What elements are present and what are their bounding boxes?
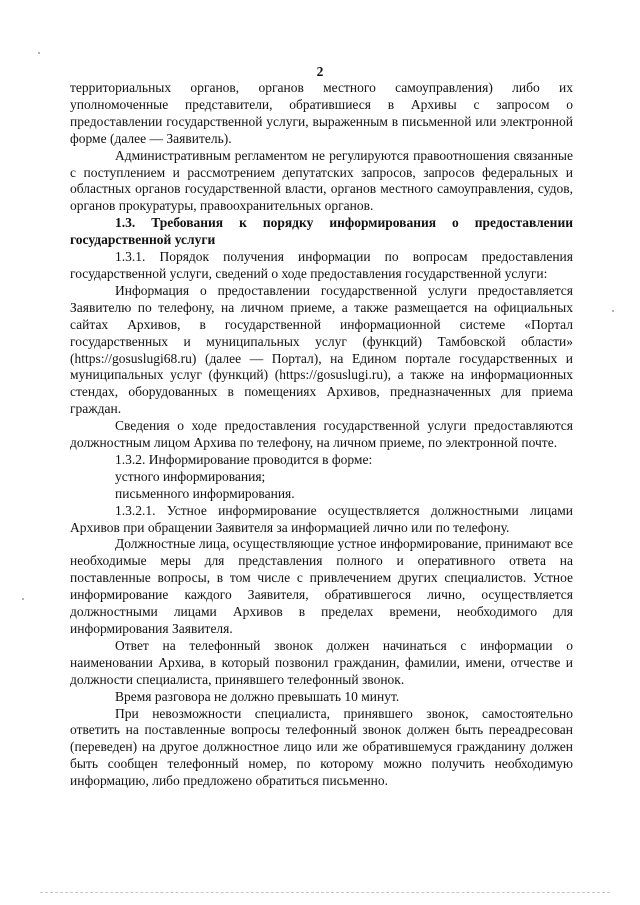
scan-speck xyxy=(38,52,40,54)
paragraph-1-3-2-1: 1.3.2.1. Устное информирование осуществляется должностными лицами Архивов при обращении Заявителя за информацией лично или по телефону. xyxy=(70,502,573,535)
paragraph-1-3-1: 1.3.1. Порядок получения информации по вопросам предоставления государственной услуги, сведений о ходе предоставления государственной услуги: xyxy=(70,249,573,281)
paragraph-call-duration: Время разговора не должно превышать 10 минут. xyxy=(115,688,400,704)
section-heading-1-3: 1.3. Требования к порядку информирования о предоставлении государственной услуги xyxy=(70,215,573,248)
paragraph-officials: Должностные лица, осуществляющие устное информирование, принимают все необходимые меры для представления полного и оперативного ответа на поставленные вопросы, в том числе с привлечением других специалистов. Устное информирование каждого Заявителя, обратившегося лично, осуществляется должностными лицами Архивов в пределах времени, необходимого для информирования Заявителя. xyxy=(70,536,573,636)
paragraph-2: Административным регламентом не регулируются правоотношения связанные с поступлением и рассмотрением депутатских запросов, запросов федеральных и областных органов государственной власти, органов местного самоуправления, судов, органов прокуратуры, правоохранительных органов. xyxy=(70,147,573,214)
paragraph-progress-info: Сведения о ходе предоставления государственной услуги предоставляются должностным лицом Архива по телефону, на личном приеме, по электронной почте. xyxy=(70,418,573,451)
paragraph-1: территориальных органов, органов местного самоуправления) либо их уполномоченные представители, обратившиеся в Архивы с запросом о предоставлении государственной услуги, выраженным в письменной или электронной форме (далее — Заявитель). xyxy=(70,80,573,146)
scan-edge-line xyxy=(40,892,610,894)
paragraph-redirect: При невозможности специалиста, принявшего звонок, самостоятельно ответить на поставленные вопросы телефонный звонок должен быть переадресован (переведен) на другое должностное лицо или же обратившемуся гражданину должен быть сообщен телефонный номер, по которому можно получить необходимую информацию, либо предложено обратиться письменно. xyxy=(70,705,573,789)
document-body xyxy=(70,80,573,790)
list-item-oral: устного информирования; xyxy=(115,468,266,484)
paragraph-phone-answer: Ответ на телефонный звонок должен начинаться с информации о наименовании Архива, в который позвонил гражданин, фамилии, имени, отчестве и должности специалиста, принявшего телефонный звонок. xyxy=(70,637,573,687)
page-number: 2 xyxy=(316,64,324,79)
scan-speck xyxy=(22,598,24,600)
paragraph-info-provision: Информация о предоставлении государственной услуги предоставляется Заявителю по телефону, на личном приеме, а также размещается на официальных сайтах Архивов, в государственной информационной системе «Портал государственных и муниципальных услуг (функций) Тамбовской области» (https://gosuslugi68.ru) (далее — Портал), на Едином портале государственных и муниципальных услуг (функций) (https://gosuslugi.ru), а также на информационных стендах, оборудованных в помещениях Архивов, предназначенных для приема граждан. xyxy=(70,282,573,417)
scan-speck xyxy=(612,310,614,312)
list-item-written: письменного информирования. xyxy=(115,485,295,501)
paragraph-1-3-2: 1.3.2. Информирование проводится в форме: xyxy=(115,451,373,467)
